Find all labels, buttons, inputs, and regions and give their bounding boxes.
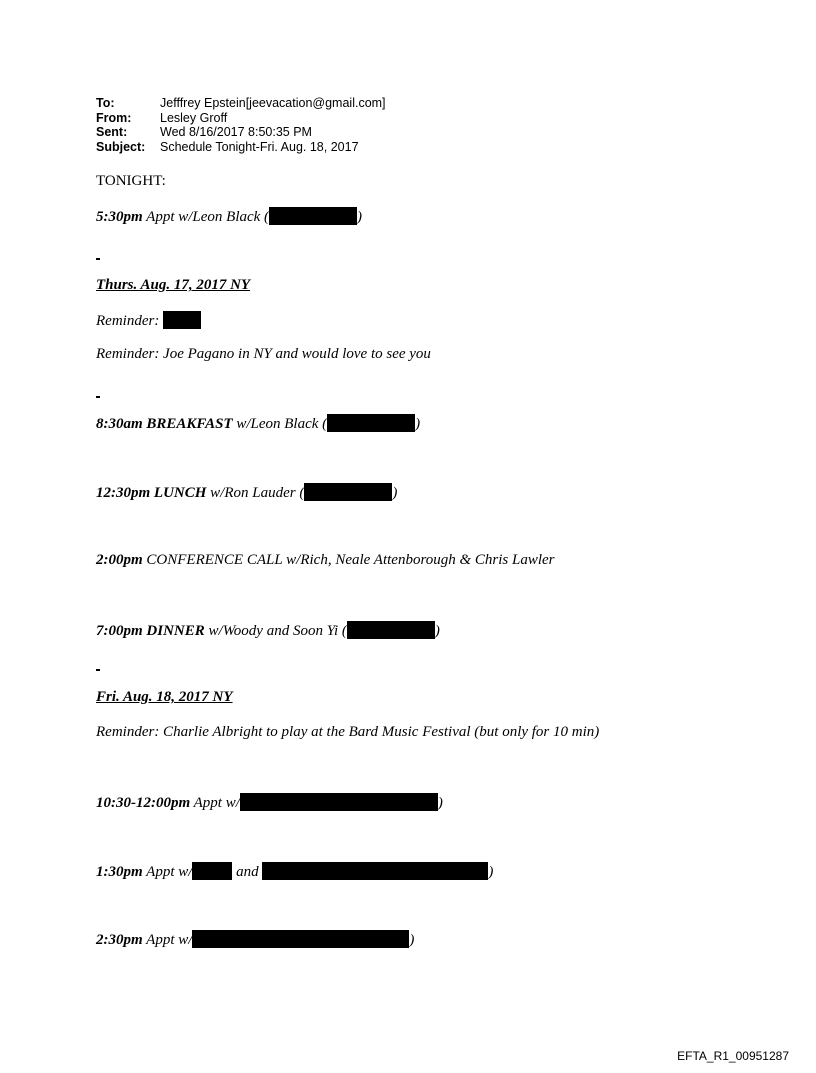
tonight-text: Appt w/Leon Black ( <box>142 209 270 225</box>
dinner-text: w/Woody and Soon Yi ( <box>204 623 347 639</box>
breakfast-item <box>96 414 420 433</box>
redaction-box <box>304 483 392 501</box>
from-label: From: <box>96 110 132 125</box>
appt-time: 1:30pm <box>96 864 143 880</box>
thurs-reminder-1 <box>96 311 201 330</box>
subject-label: Subject: <box>96 139 146 154</box>
close-paren: ) <box>357 209 363 225</box>
appt-time: 2:30pm <box>96 932 143 948</box>
separator-dash <box>96 669 100 671</box>
document-id: EFTA_R1_00951287 <box>677 1049 789 1063</box>
thurs-heading: Thurs. Aug. 17, 2017 NY <box>96 277 251 293</box>
sent-row <box>96 125 386 140</box>
to-value: Jefffrey Epstein[jeevacation@gmail.com] <box>160 96 386 110</box>
to-label: To: <box>96 96 115 110</box>
call-time: 2:00pm <box>96 552 143 568</box>
sent-label: Sent: <box>96 125 128 139</box>
redaction-box <box>240 793 438 811</box>
tonight-time: 5:30pm <box>96 209 143 225</box>
close-paren: ) <box>392 485 398 501</box>
close-paren: ) <box>409 932 415 948</box>
redaction-box <box>262 862 488 880</box>
dinner-item <box>96 621 440 640</box>
fri-appt-3 <box>96 930 414 949</box>
breakfast-time: 8:30am BREAKFAST <box>96 416 233 432</box>
close-paren: ) <box>434 623 440 639</box>
close-paren: ) <box>437 795 443 811</box>
appt-text: Appt w/ <box>142 864 193 880</box>
dinner-time: 7:00pm DINNER <box>96 623 205 639</box>
fri-appt-1 <box>96 793 443 812</box>
from-value: Lesley Groff <box>160 110 228 125</box>
close-paren: ) <box>415 416 421 432</box>
fri-appt-2 <box>96 862 493 881</box>
call-item <box>96 552 555 569</box>
appt-time: 10:30-12:00pm <box>96 795 191 811</box>
redaction-box <box>269 207 357 225</box>
redaction-box <box>327 414 415 432</box>
redaction-box <box>192 862 232 880</box>
and-text: and <box>232 864 263 880</box>
redaction-box <box>163 311 201 329</box>
separator-dash <box>96 258 100 260</box>
email-header <box>96 96 386 154</box>
fri-reminder: Reminder: Charlie Albright to play at the Bard Music Festival (but only for 10 min) <box>96 724 600 740</box>
redaction-box <box>347 621 435 639</box>
subject-value: Schedule Tonight-Fri. Aug. 18, 2017 <box>160 139 359 154</box>
lunch-text: w/Ron Lauder ( <box>206 485 305 501</box>
tonight-heading: TONIGHT: <box>96 173 166 189</box>
tonight-item <box>96 207 362 226</box>
appt-text: Appt w/ <box>142 932 193 948</box>
subject-row <box>96 140 386 155</box>
breakfast-text: w/Leon Black ( <box>232 416 328 432</box>
appt-text: Appt w/ <box>190 795 240 811</box>
thurs-reminder-2: Reminder: Joe Pagano in NY and would love to see you <box>96 346 431 362</box>
redaction-box <box>192 930 409 948</box>
to-row <box>96 96 386 111</box>
reminder-text: Reminder: <box>96 313 164 329</box>
separator-dash <box>96 396 100 398</box>
close-paren: ) <box>488 864 494 880</box>
lunch-item <box>96 483 397 502</box>
call-text: CONFERENCE CALL w/Rich, Neale Attenborough & Chris Lawler <box>142 552 555 568</box>
sent-value: Wed 8/16/2017 8:50:35 PM <box>160 125 312 139</box>
lunch-time: 12:30pm LUNCH <box>96 485 207 501</box>
from-row <box>96 111 386 126</box>
fri-heading: Fri. Aug. 18, 2017 NY <box>96 689 233 705</box>
